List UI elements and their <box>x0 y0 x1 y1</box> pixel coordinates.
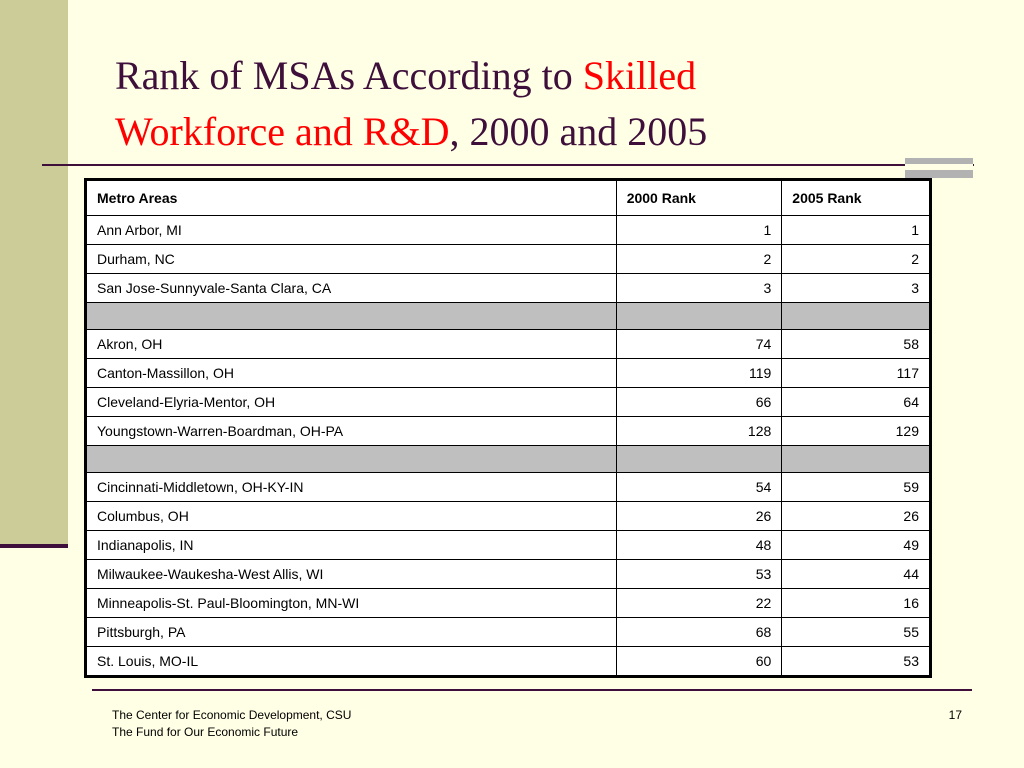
table-header-row <box>86 180 931 216</box>
rank-2000-cell: 53 <box>616 560 782 589</box>
table-row <box>86 531 931 560</box>
table-row <box>86 417 931 446</box>
rank-2005-cell: 129 <box>782 417 931 446</box>
table-body <box>86 216 931 677</box>
rank-2005-cell: 53 <box>782 647 931 677</box>
rank-2000-cell: 1 <box>616 216 782 245</box>
title-divider <box>42 164 974 166</box>
rank-2005-cell: 58 <box>782 330 931 359</box>
title-highlight-a: Skilled <box>582 53 697 98</box>
table-separator-row <box>86 446 931 473</box>
title-part1: Rank of MSAs According to <box>115 53 583 98</box>
table-row <box>86 560 931 589</box>
table-row <box>86 245 931 274</box>
separator-cell <box>782 446 931 473</box>
table-row <box>86 388 931 417</box>
separator-cell <box>782 303 931 330</box>
rank-2000-cell: 119 <box>616 359 782 388</box>
metro-area-cell: Indianapolis, IN <box>86 531 617 560</box>
metro-area-cell: Pittsburgh, PA <box>86 618 617 647</box>
table-row <box>86 502 931 531</box>
header-2005-rank: 2005 Rank <box>782 180 931 216</box>
table-row <box>86 618 931 647</box>
left-accent-band <box>0 0 68 548</box>
rank-2005-cell: 59 <box>782 473 931 502</box>
metro-area-cell: Youngstown-Warren-Boardman, OH-PA <box>86 417 617 446</box>
metro-area-cell: Cleveland-Elyria-Mentor, OH <box>86 388 617 417</box>
header-metro-areas: Metro Areas <box>86 180 617 216</box>
title-highlight-b: Workforce and R&D <box>115 109 450 154</box>
rank-2000-cell: 22 <box>616 589 782 618</box>
table-row <box>86 589 931 618</box>
rank-2000-cell: 74 <box>616 330 782 359</box>
rank-2000-cell: 54 <box>616 473 782 502</box>
metro-area-cell: St. Louis, MO-IL <box>86 647 617 677</box>
separator-cell <box>86 446 617 473</box>
rank-2005-cell: 26 <box>782 502 931 531</box>
left-accent-line <box>0 544 68 548</box>
separator-cell <box>616 446 782 473</box>
table-row <box>86 359 931 388</box>
table-row <box>86 330 931 359</box>
footer-divider <box>92 689 972 691</box>
footer-line-2: The Fund for Our Economic Future <box>112 725 299 739</box>
table-row <box>86 473 931 502</box>
rank-2005-cell: 1 <box>782 216 931 245</box>
rank-2000-cell: 128 <box>616 417 782 446</box>
rank-2000-cell: 26 <box>616 502 782 531</box>
footer-line-1: The Center for Economic Development, CSU <box>112 708 352 722</box>
slide-title <box>115 48 935 160</box>
metro-area-cell: Canton-Massillon, OH <box>86 359 617 388</box>
rank-2000-cell: 60 <box>616 647 782 677</box>
title-divider-accent <box>905 158 973 178</box>
title-part2: , 2000 and 2005 <box>449 109 708 154</box>
metro-area-cell: Durham, NC <box>86 245 617 274</box>
rank-2005-cell: 64 <box>782 388 931 417</box>
rank-2005-cell: 3 <box>782 274 931 303</box>
metro-area-cell: Minneapolis-St. Paul-Bloomington, MN-WI <box>86 589 617 618</box>
rank-2000-cell: 68 <box>616 618 782 647</box>
rank-2000-cell: 2 <box>616 245 782 274</box>
rank-2005-cell: 55 <box>782 618 931 647</box>
rank-2005-cell: 49 <box>782 531 931 560</box>
footer-credits <box>112 707 351 741</box>
rank-2005-cell: 117 <box>782 359 931 388</box>
metro-area-cell: Columbus, OH <box>86 502 617 531</box>
rank-table-container <box>84 178 932 678</box>
header-2000-rank: 2000 Rank <box>616 180 782 216</box>
table-row <box>86 216 931 245</box>
rank-2005-cell: 44 <box>782 560 931 589</box>
rank-2005-cell: 16 <box>782 589 931 618</box>
table-separator-row <box>86 303 931 330</box>
rank-2000-cell: 48 <box>616 531 782 560</box>
separator-cell <box>86 303 617 330</box>
table-row <box>86 647 931 677</box>
table-row <box>86 274 931 303</box>
rank-2000-cell: 3 <box>616 274 782 303</box>
page-number: 17 <box>948 708 962 722</box>
metro-area-cell: Milwaukee-Waukesha-West Allis, WI <box>86 560 617 589</box>
rank-2005-cell: 2 <box>782 245 931 274</box>
separator-cell <box>616 303 782 330</box>
rank-table <box>84 178 932 678</box>
metro-area-cell: Ann Arbor, MI <box>86 216 617 245</box>
rank-2000-cell: 66 <box>616 388 782 417</box>
metro-area-cell: Akron, OH <box>86 330 617 359</box>
metro-area-cell: Cincinnati-Middletown, OH-KY-IN <box>86 473 617 502</box>
metro-area-cell: San Jose-Sunnyvale-Santa Clara, CA <box>86 274 617 303</box>
